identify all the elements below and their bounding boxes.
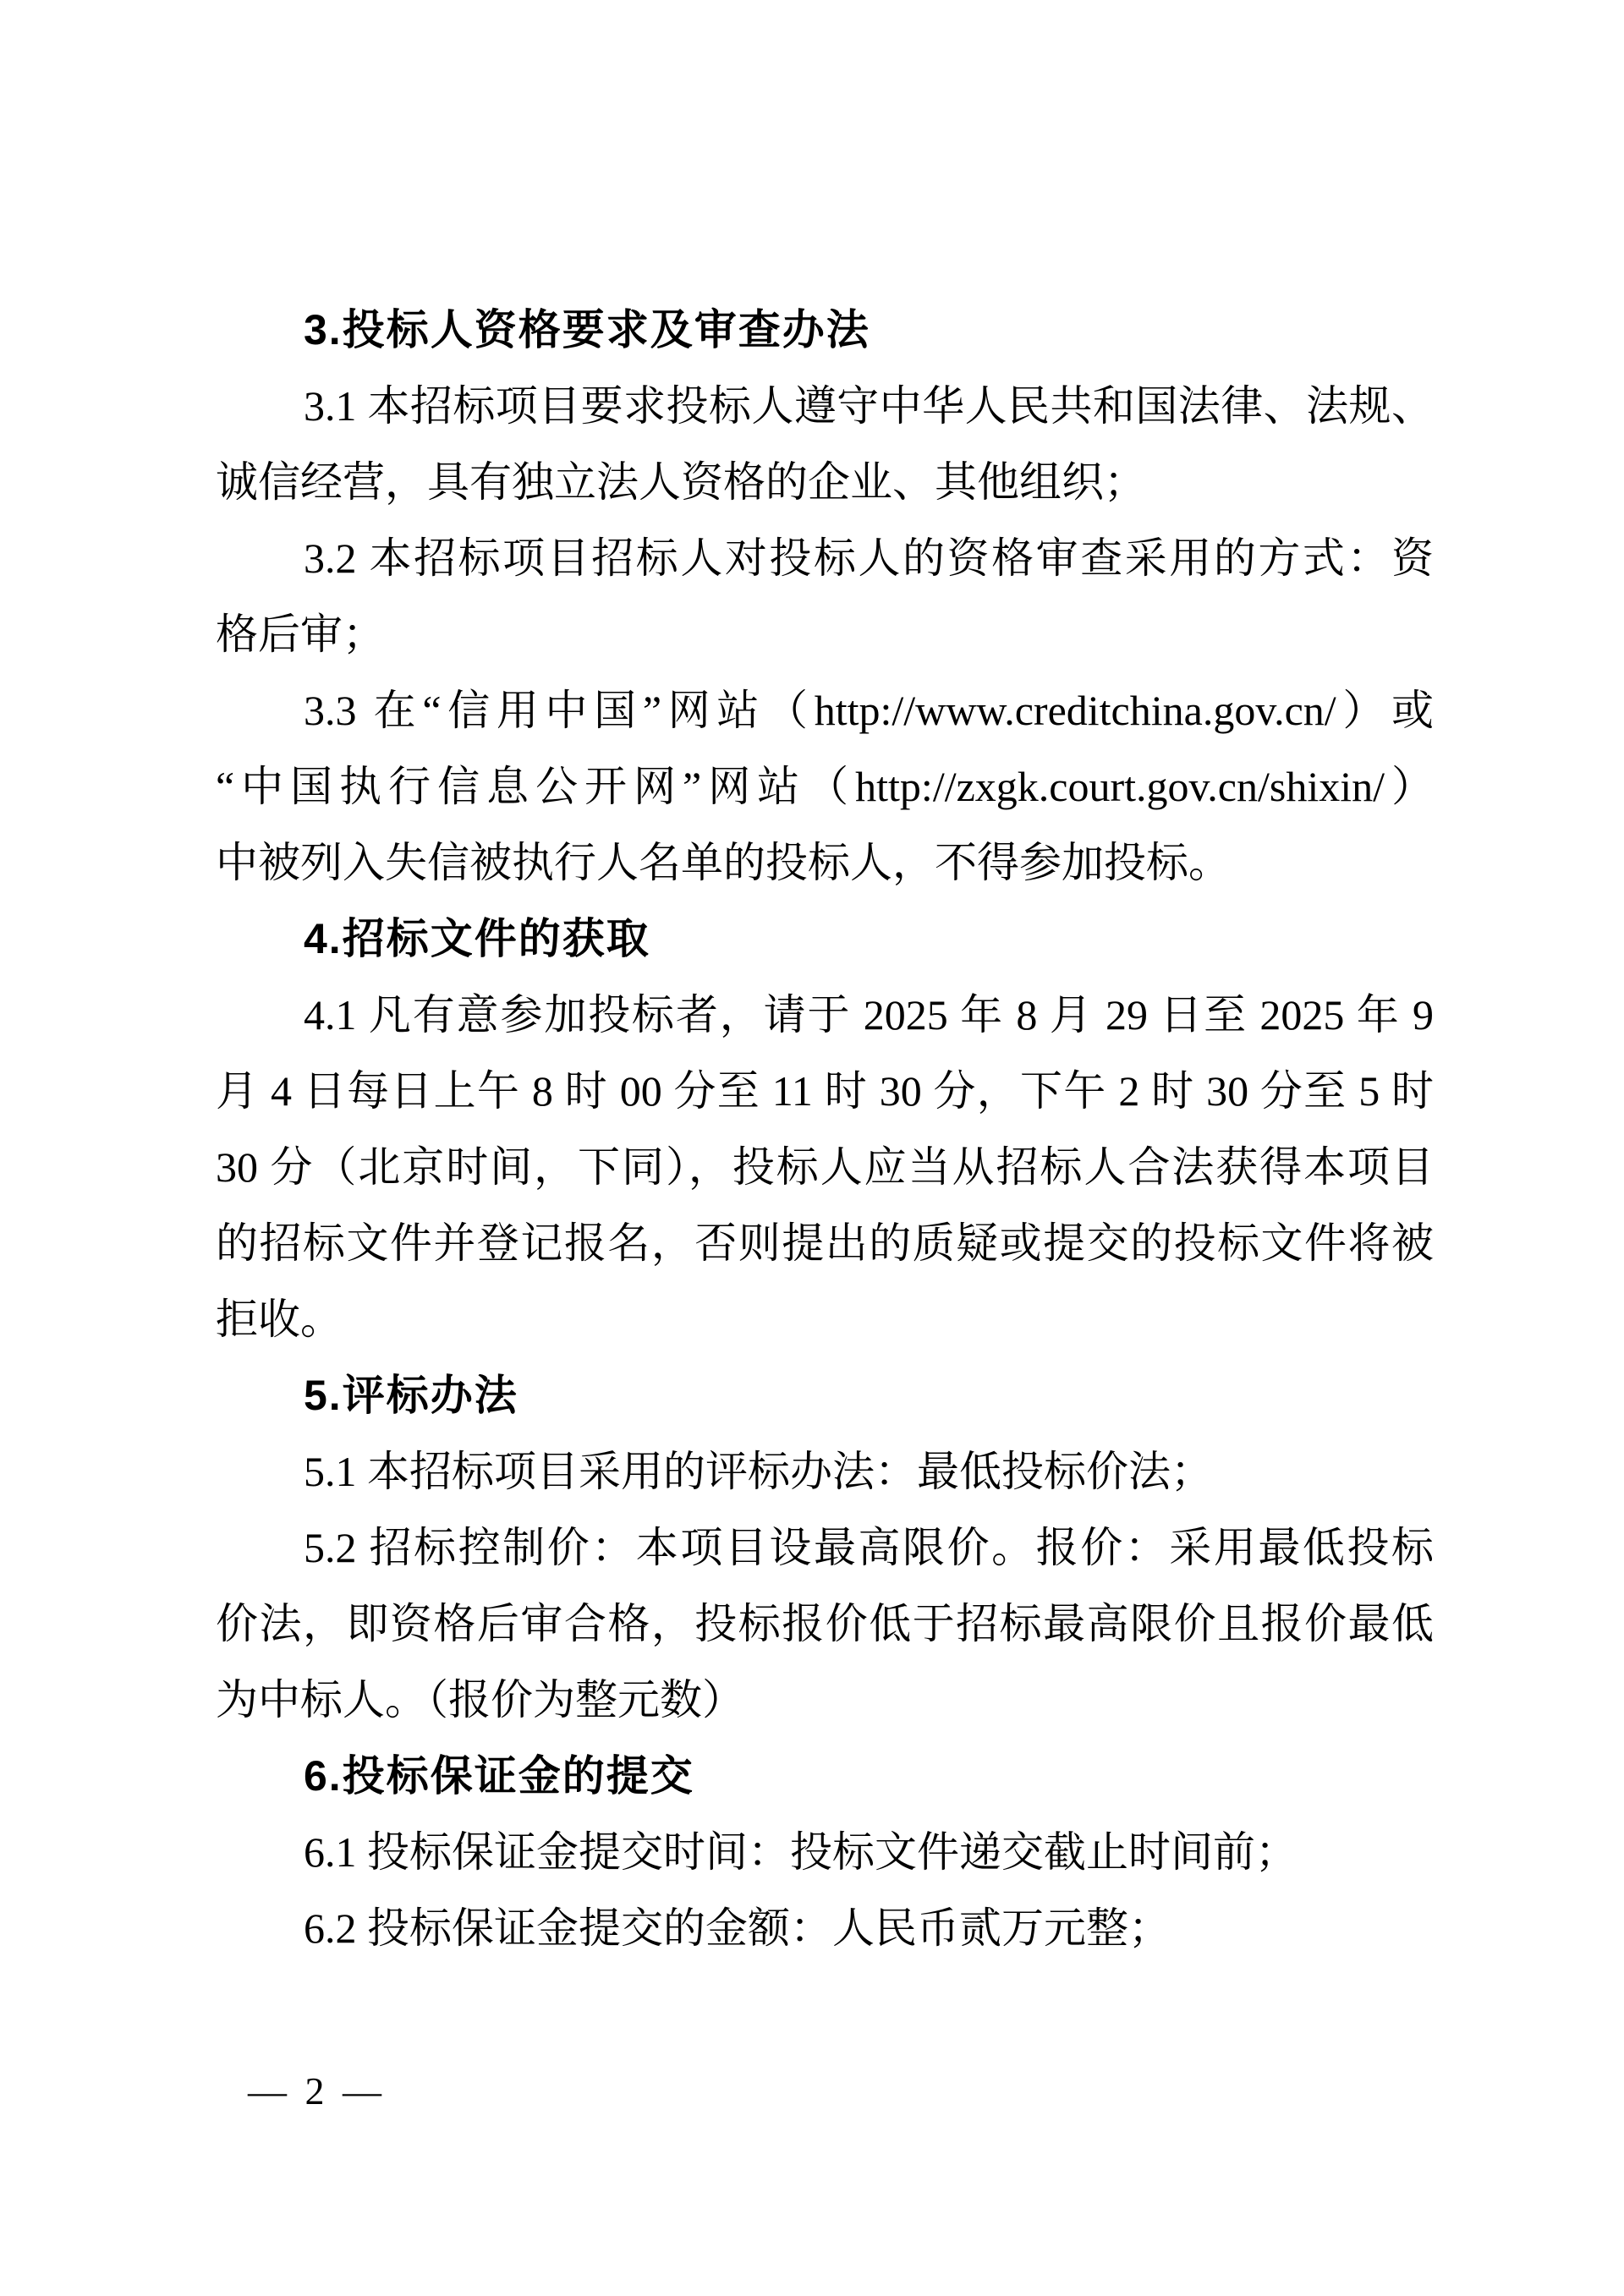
- para-5-1-line-1: 5.1 本招标项目采用的评标办法：最低投标价法；: [304, 1448, 1213, 1495]
- para-4-1-line-1: 4.1 凡有意参加投标者，请于 2025 年 8 月 29 日至 2025 年 9: [304, 991, 1434, 1038]
- para-3-1-line-2: 诚信经营，具有独立法人资格的企业、其他组织；: [216, 458, 1146, 506]
- para-4-1-line-3: 30 分（北京时间，下同），投标人应当从招标人合法获得本项目: [216, 1143, 1434, 1191]
- para-4-1-line-4: 的招标文件并登记报名，否则提出的质疑或提交的投标文件将被: [216, 1219, 1434, 1267]
- para-3-2-line-2: 格后审；: [216, 611, 385, 658]
- para-3-3-line-2: “中国执行信息公开网”网站（http://zxgk.court.gov.cn/shixin/）: [216, 763, 1434, 810]
- section-heading-3: 3.投标人资格要求及审查办法: [304, 306, 870, 353]
- para-3-3-line-1: 3.3 在“信用中国”网站（http://www.creditchina.gov.cn/）或: [304, 687, 1434, 734]
- para-5-2-line-2: 价法，即资格后审合格，投标报价低于招标最高限价且报价最低: [216, 1600, 1434, 1647]
- para-6-1-line-1: 6.1 投标保证金提交时间：投标文件递交截止时间前；: [304, 1828, 1298, 1876]
- para-5-2-line-1: 5.2 招标控制价：本项目设最高限价。报价：采用最低投标: [304, 1524, 1434, 1571]
- para-4-1-line-5: 拒收。: [216, 1296, 343, 1343]
- document-body: [216, 292, 1434, 1966]
- para-3-1-line-1: 3.1 本招标项目要求投标人遵守中华人民共和国法律、法规、: [304, 382, 1434, 430]
- page-number: — 2 —: [248, 2069, 381, 2112]
- para-3-2-line-1: 3.2 本招标项目招标人对投标人的资格审查采用的方式：资: [304, 534, 1434, 582]
- para-3-3-line-3: 中被列入失信被执行人名单的投标人，不得参加投标。: [216, 839, 1231, 886]
- section-heading-4: 4.招标文件的获取: [304, 915, 650, 962]
- section-heading-5: 5.评标办法: [304, 1372, 518, 1419]
- section-heading-6: 6.投标保证金的提交: [304, 1752, 694, 1800]
- para-4-1-line-2: 月 4 日每日上午 8 时 00 分至 11 时 30 分，下午 2 时 30 分至 5 时: [216, 1067, 1434, 1115]
- para-5-2-line-3: 为中标人。（报价为整元数）: [216, 1676, 744, 1723]
- para-6-2-line-1: 6.2 投标保证金提交的金额：人民币贰万元整；: [304, 1904, 1171, 1952]
